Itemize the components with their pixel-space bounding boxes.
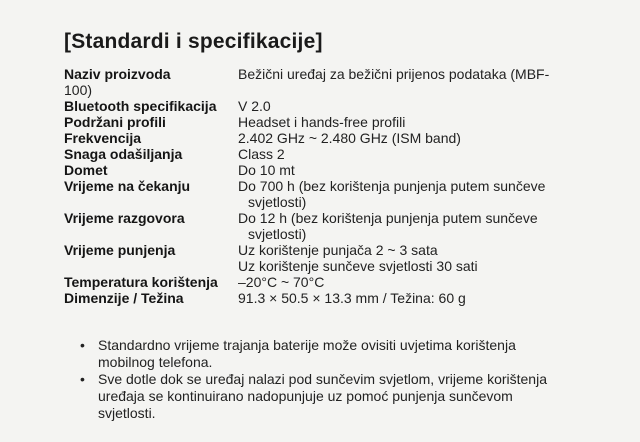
- spec-label: Temperatura korištenja: [64, 274, 218, 290]
- note-item: [80, 371, 580, 422]
- spec-value-line: Do 700 h (bez korištenja punjenja putem sunčeve: [238, 178, 546, 194]
- spec-row: [64, 146, 584, 162]
- spec-value: [238, 178, 584, 210]
- spec-value: [238, 210, 584, 242]
- bullet-icon: •: [80, 337, 85, 353]
- spec-value: [238, 274, 584, 290]
- spec-label: Bluetooth specifikacija: [64, 98, 217, 114]
- spec-row: [64, 66, 584, 98]
- note-line: Standardno vrijeme trajanja baterije može ovisiti uvjetima korištenja: [98, 337, 516, 353]
- spec-value-line: Bežični uređaj za bežični prijenos podataka (MBF-: [238, 66, 550, 82]
- spec-value-line: Headset i hands-free profili: [238, 114, 406, 130]
- spec-row: [64, 114, 584, 130]
- page-title: [Standardi i specifikacije]: [64, 30, 323, 53]
- spec-label: Podržani profili: [64, 114, 166, 130]
- spec-label: Vrijeme punjenja: [64, 242, 176, 258]
- spec-value-line: Uz korištenje punjača 2 ~ 3 sata: [238, 242, 438, 258]
- spec-value-line: –20°C ~ 70°C: [238, 274, 325, 290]
- note-line: uređaja se kontinuirano nadopunjuje uz pomoć punjenja sunčevom: [98, 388, 513, 404]
- note-line: svjetlosti.: [98, 405, 156, 421]
- spec-value-line: 100): [64, 82, 93, 98]
- spec-label: Vrijeme na čekanju: [64, 178, 191, 194]
- spec-label: Dimenzije / Težina: [64, 290, 184, 306]
- spec-value-line: Do 10 mt: [238, 162, 295, 178]
- bullet-icon: •: [80, 371, 85, 387]
- spec-value-line: svjetlosti): [248, 226, 307, 242]
- spec-value-line: Uz korištenje sunčeve svjetlosti 30 sati: [238, 258, 478, 274]
- spec-value: [238, 290, 584, 306]
- spec-row: [64, 130, 584, 146]
- spec-label: Naziv proizvoda: [64, 66, 171, 82]
- spec-value: [238, 162, 584, 178]
- notes-list: [80, 337, 580, 422]
- spec-table: [64, 66, 584, 306]
- spec-row: [64, 290, 584, 306]
- spec-row: [64, 162, 584, 178]
- note-line: Sve dotle dok se uređaj nalazi pod sunčevim svjetlom, vrijeme korištenja: [98, 371, 547, 387]
- spec-row: [64, 178, 584, 210]
- spec-label: Domet: [64, 162, 108, 178]
- spec-label: Frekvencija: [64, 130, 142, 146]
- spec-value: [238, 242, 584, 274]
- spec-value-line: 2.402 GHz ~ 2.480 GHz (ISM band): [238, 130, 461, 146]
- spec-value-line: Class 2: [238, 146, 285, 162]
- spec-row: [64, 98, 584, 114]
- spec-value: [238, 130, 584, 146]
- spec-label: Snaga odašiljanja: [64, 146, 183, 162]
- spec-row: [64, 274, 584, 290]
- spec-value-line: V 2.0: [238, 98, 271, 114]
- spec-value-line: 91.3 × 50.5 × 13.3 mm / Težina: 60 g: [238, 290, 466, 306]
- note-item: [80, 337, 580, 371]
- spec-label: Vrijeme razgovora: [64, 210, 185, 226]
- spec-value: [238, 146, 584, 162]
- note-line: mobilnog telefona.: [98, 354, 213, 370]
- spec-row: [64, 242, 584, 274]
- spec-value: [238, 114, 584, 130]
- spec-value: [238, 98, 584, 114]
- spec-value-line: Do 12 h (bez korištenja punjenja putem sunčeve: [238, 210, 538, 226]
- spec-row: [64, 210, 584, 242]
- spec-value-line: svjetlosti): [248, 194, 307, 210]
